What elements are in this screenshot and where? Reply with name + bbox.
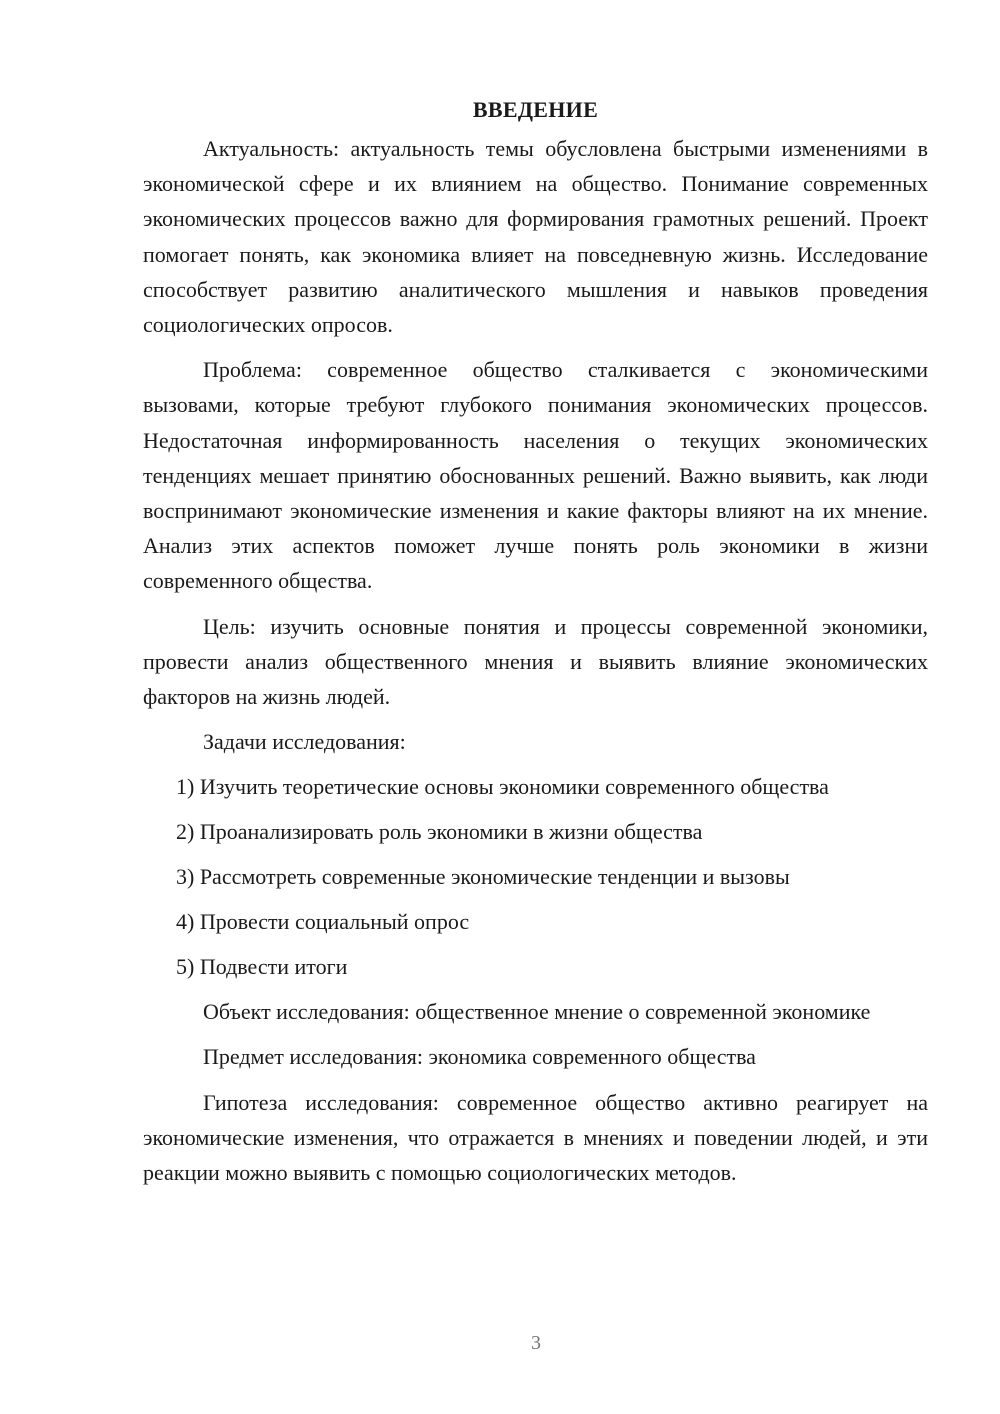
tasks-heading: Задачи исследования: <box>203 729 406 755</box>
task-list <box>143 769 928 984</box>
task-item: 4) Провести социальный опрос <box>176 909 470 935</box>
section-title: ВВЕДЕНИЕ <box>472 97 599 122</box>
task-item: 3) Рассмотреть современные экономические тенденции и вызовы <box>176 864 790 890</box>
subject-paragraph: Предмет исследования: экономика современного общества <box>203 1044 756 1070</box>
task-item: 5) Подвести итоги <box>176 954 348 980</box>
document-page <box>143 92 928 1200</box>
task-item: 1) Изучить теоретические основы экономики современного общества <box>176 774 829 800</box>
page-number: 3 <box>531 1332 541 1354</box>
object-paragraph: Объект исследования: общественное мнение о современной экономике <box>203 999 871 1025</box>
relevance-paragraph: Актуальность: актуальность темы обусловлена быстрыми изменениями в экономической сфере и их влиянием на общество. Понимание современных экономических процессов важно для формирования грамотных решений. Проект помогает понять, как экономика влияет на повседневную жизнь. Исследование способствует развитию аналитического мышления и навыков проведения социологических опросов. <box>143 136 928 338</box>
problem-paragraph: Проблема: современное общество сталкивается с экономическими вызовами, которые требуют глубокого понимания экономических процессов. Недостаточная информированность населения о текущих экономических тенденциях мешает принятию обоснованных решений. Важно выявить, как люди воспринимают экономические изменения и какие факторы влияют на их мнение. Анализ этих аспектов поможет лучше понять роль экономики в жизни современного общества. <box>143 357 928 594</box>
goal-paragraph: Цель: изучить основные понятия и процессы современной экономики, провести анализ общественного мнения и выявить влияние экономических факторов на жизнь людей. <box>143 613 928 710</box>
hypothesis-paragraph: Гипотеза исследования: современное общество активно реагирует на экономические изменения, что отражается в мнениях и поведении людей, и эти реакции можно выявить с помощью социологических методов. <box>143 1089 928 1186</box>
task-item: 2) Проанализировать роль экономики в жизни общества <box>176 819 703 845</box>
